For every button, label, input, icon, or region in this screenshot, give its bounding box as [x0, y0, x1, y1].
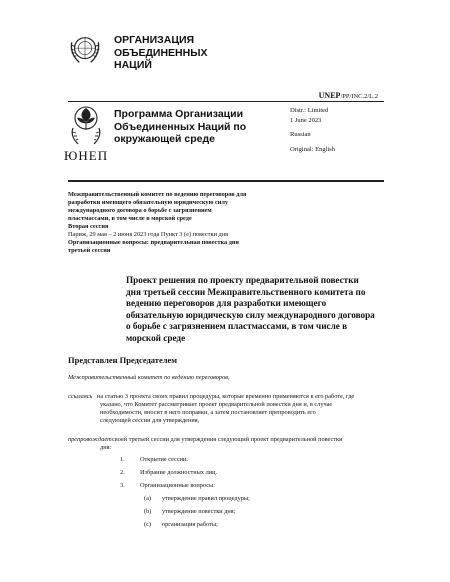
un-emblem-icon [66, 31, 104, 69]
section-divider [68, 180, 384, 182]
original-language-label: Original: English [290, 145, 335, 153]
subitem-letter-a: (a) [144, 495, 151, 502]
unep-title-line-1: Программа Организации [114, 108, 244, 120]
subitem-text-c: организация работы; [162, 521, 218, 528]
title-line-5: о борьбе с загрязнением пластмассами, в том числе в [126, 321, 348, 332]
unep-title-line-2: Объединенных Наций по [114, 120, 247, 133]
distr-label: Distr.: Limited [290, 107, 329, 114]
un-organization-name [114, 34, 208, 72]
agenda-text-2: Избрание должностных лиц. [140, 469, 218, 476]
agenda-num-3: 3. [120, 482, 125, 489]
title-line-6: морской среде [126, 332, 186, 343]
committee-block [68, 191, 288, 255]
agenda-text-3: Организационные вопросы: [140, 482, 215, 489]
subitem-text-a: утверждение правил процедуры; [162, 495, 250, 502]
transmits-word: препровождает [68, 436, 112, 443]
committee-line-3: международного договора о борьбе с загрязнением [68, 207, 212, 214]
agenda-item-line-1: Организационные вопросы: предварительная повестка дня [68, 239, 239, 246]
org-line-2: ОБЪЕДИНЕННЫХ [114, 46, 208, 59]
title-line-1: Проект решения по проекту предварительной повестки [126, 275, 359, 285]
agenda-text-1: Открытие сессии. [140, 456, 188, 463]
session-label: Вторая сессия [68, 223, 109, 230]
transmits-line-1: своей третьей сессии для утверждения следующий проект предварительной повестки [112, 436, 343, 443]
agenda-num-2: 2. [120, 469, 125, 476]
presented-by: Представлен Председателем [68, 355, 178, 365]
unep-logo-text: ЮНЕП [64, 148, 109, 163]
subitem-letter-c: (c) [144, 521, 151, 528]
title-line-2: дня третьей сессии Межправительственного комитета по [126, 286, 366, 297]
referring-line-3: необходимости, вносит в него поправки, а затем постановляет препроводить его [100, 409, 316, 416]
referring-line-4: следующей сессии для утверждения, [100, 417, 200, 424]
symbol-main: UNEP [318, 91, 341, 100]
distribution-meta [290, 106, 335, 154]
referring-line-1: на статью 3 проекта своих правил процедуры, которые временно применяются к его работе, где [97, 393, 355, 400]
place-date: Париж, 29 мая – 2 июня 2023 года Пункт 3 (е) повестки дня [68, 231, 229, 238]
transmits-line-2: дня: [100, 444, 112, 451]
referring-word: ссылаясь [68, 393, 93, 400]
document-symbol [319, 91, 378, 100]
unep-program-title [114, 108, 246, 146]
unep-title-line-3: окружающей среде [114, 133, 215, 145]
header-divider [68, 101, 384, 102]
org-line-3: НАЦИЙ [114, 59, 152, 71]
committee-line-4: пластмассами, в том числе в морской среде [68, 215, 192, 222]
document-title [126, 275, 386, 345]
agenda-item-line-2: третьей сессии [68, 247, 111, 254]
language-label: Russian [290, 131, 311, 138]
org-line-1: ОРГАНИЗАЦИЯ [114, 34, 195, 46]
agenda-num-1: 1. [120, 456, 125, 463]
symbol-rest: /PP/INC.2/L.2 [340, 93, 378, 100]
committee-intro: Межправительственный комитет по ведению переговоров, [68, 374, 230, 381]
date-label: 1 June 2023 [290, 116, 322, 124]
subitem-text-b: утверждение повестки дня; [162, 508, 236, 515]
referring-line-2: указано, что Комитет рассматривает проект предварительной повестки дня и, в случае [100, 401, 333, 408]
committee-line-2: разработки имеющего обязательную юридическую силу [68, 199, 229, 206]
title-line-3: ведению переговоров для разработки имеющего [126, 298, 327, 309]
subitem-letter-b: (b) [144, 508, 152, 515]
title-line-4: обязательную юридическую силу международного договора [126, 309, 375, 320]
committee-line-1: Межправительственный комитет по ведению переговоров для [68, 191, 247, 198]
